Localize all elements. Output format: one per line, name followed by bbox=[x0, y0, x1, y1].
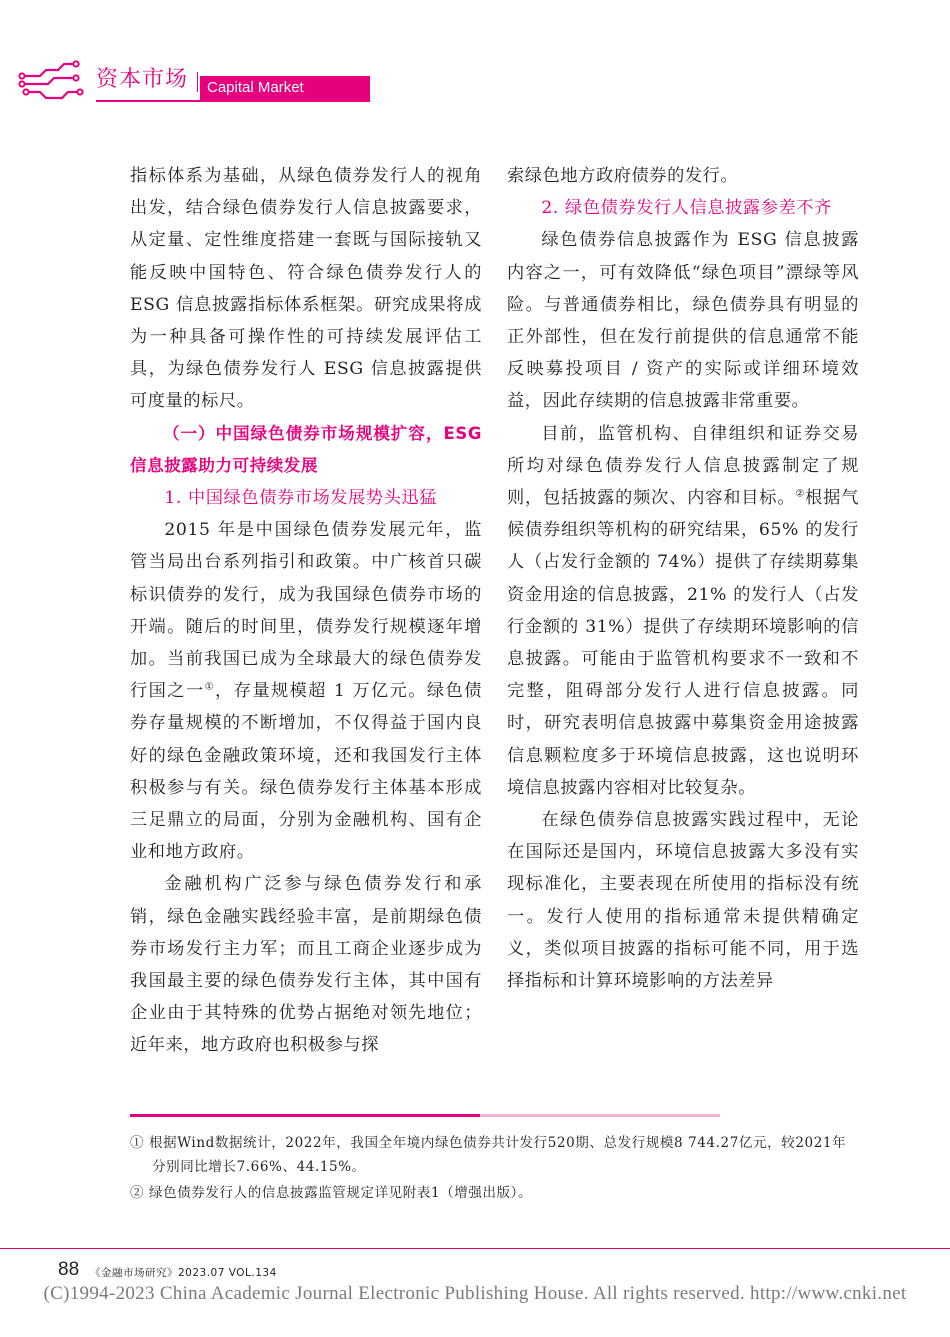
paragraph-text: 目前，监管机构、自律组织和证券交易所均对绿色债券发行人信息披露制定了规则，包括披露的频次、内容和目标。 bbox=[507, 423, 859, 509]
paragraph-text: 根据气候债券组织等机构的研究结果，65% 的发行人（占发行金额的 74%）提供了存续期募集资金用途的信息披露，21% 的发行人（占发行金额的 31%）提供了存续期环境影响的信息披露。可能由于监管机构要求不一致和不完整，阻碍部分发行人进行信息披露。同时，研究表明信息披露中募集资金用途披露信息颗粒度多于环境信息披露，这也说明环境信息披露内容相对比较复杂。 bbox=[507, 488, 859, 798]
footnote-rule-light bbox=[480, 1114, 720, 1117]
paragraph: 绿色债券信息披露作为 ESG 信息披露内容之一，可有效降低“绿色项目”漂绿等风险。与普通债券相比，绿色债券具有明显的正外部性，但在发行前提供的信息通常不能反映募投项目 / 资产的实际或详细环境效益，因此存续期的信息披露非常重要。 bbox=[507, 230, 859, 412]
paragraph-text: ，存量规模超 1 万亿元。绿色债券存量规模的不断增加，不仅得益于国内良好的绿色金融政策环境，还和我国发行主体积极参与有关。绿色债券发行主体基本形成三足鼎立的局面，分别为金融机构、国有企业和地方政府。 bbox=[130, 681, 483, 863]
paragraph: 索绿色地方政府债券的发行。 bbox=[507, 166, 739, 186]
subsection-heading: 2. 绿色债券发行人信息披露参差不齐 bbox=[541, 198, 832, 219]
header-underline bbox=[96, 100, 370, 102]
section-divider bbox=[197, 72, 198, 92]
footnote-rule bbox=[130, 1114, 480, 1117]
paragraph: 指标体系为基础，从绿色债券发行人的视角出发，结合绿色债券发行人信息披露要求，从定量、定性维度搭建一套既与国际接轨又能反映中国特色、符合绿色债券发行人的 ESG 信息披露指标体系框架。研究成果将成为一种具备可操作性的可持续发展评估工具，为绿色债券发行人 ESG 信息披露提供可度量的标尺。 bbox=[130, 166, 482, 412]
section-title-cn: 资本市场 bbox=[96, 67, 189, 92]
footnotes bbox=[130, 1131, 860, 1207]
footer-rule bbox=[0, 1248, 950, 1249]
page-number: 88 bbox=[58, 1259, 80, 1280]
copyright-notice: (C)1994-2023 China Academic Journal Electronic Publishing House. All rights reserved. http://www.cnki.net bbox=[43, 1283, 907, 1304]
paragraph bbox=[130, 514, 482, 868]
paragraph: 金融机构广泛参与绿色债券发行和承销，绿色金融实践经验丰富，是前期绿色债券市场发行主力军；而且工商企业逐步成为我国最主要的绿色债券发行主体，其中国有企业由于其特殊的优势占据绝对领先地位；近年来，地方政府也积极参与探 bbox=[130, 874, 482, 1056]
left-column bbox=[130, 160, 482, 1062]
subsection-heading: 1. 中国绿色债券市场发展势头迅猛 bbox=[164, 488, 438, 509]
paragraph: 在绿色债券信息披露实践过程中，无论在国际还是国内，环境信息披露大多没有实现标准化，主要表现在所使用的指标没有统一。发行人使用的指标通常未提供精确定义，类似项目披露的指标可能不同，用于选择指标和计算环境影响的方法差异 bbox=[507, 810, 859, 992]
footnote-1: ① 根据Wind数据统计，2022年，我国全年境内绿色债券共计发行520期、总发行规模8 744.27亿元，较2021年分别同比增长7.66%、44.15%。 bbox=[130, 1135, 847, 1175]
section-title-en: Capital Market bbox=[207, 79, 304, 96]
right-column bbox=[507, 160, 859, 997]
section-heading: （一）中国绿色债券市场规模扩容，ESG 信息披露助力可持续发展 bbox=[130, 423, 482, 475]
journal-name: 《金融市场研究》2023.07 VOL.134 bbox=[90, 1267, 277, 1279]
page-header bbox=[0, 0, 950, 110]
footnote-ref[interactable]: ② bbox=[795, 488, 806, 500]
footnote-ref[interactable]: ① bbox=[204, 681, 216, 693]
footnote-2: ② 绿色债券发行人的信息披露监管规定详见附表1（增强出版）。 bbox=[130, 1185, 533, 1201]
paragraph bbox=[507, 418, 859, 804]
circuit-logo-icon bbox=[18, 52, 96, 112]
paragraph-text: 2015 年是中国绿色债券发展元年，监管当局出台系列指引和政策。中广核首只碳标识债券的发行，成为我国绿色债券市场的开端。随后的时间里，债券发行规模逐年增加。当前我国已成为全球最大的绿色债券发行国之一 bbox=[130, 520, 482, 702]
